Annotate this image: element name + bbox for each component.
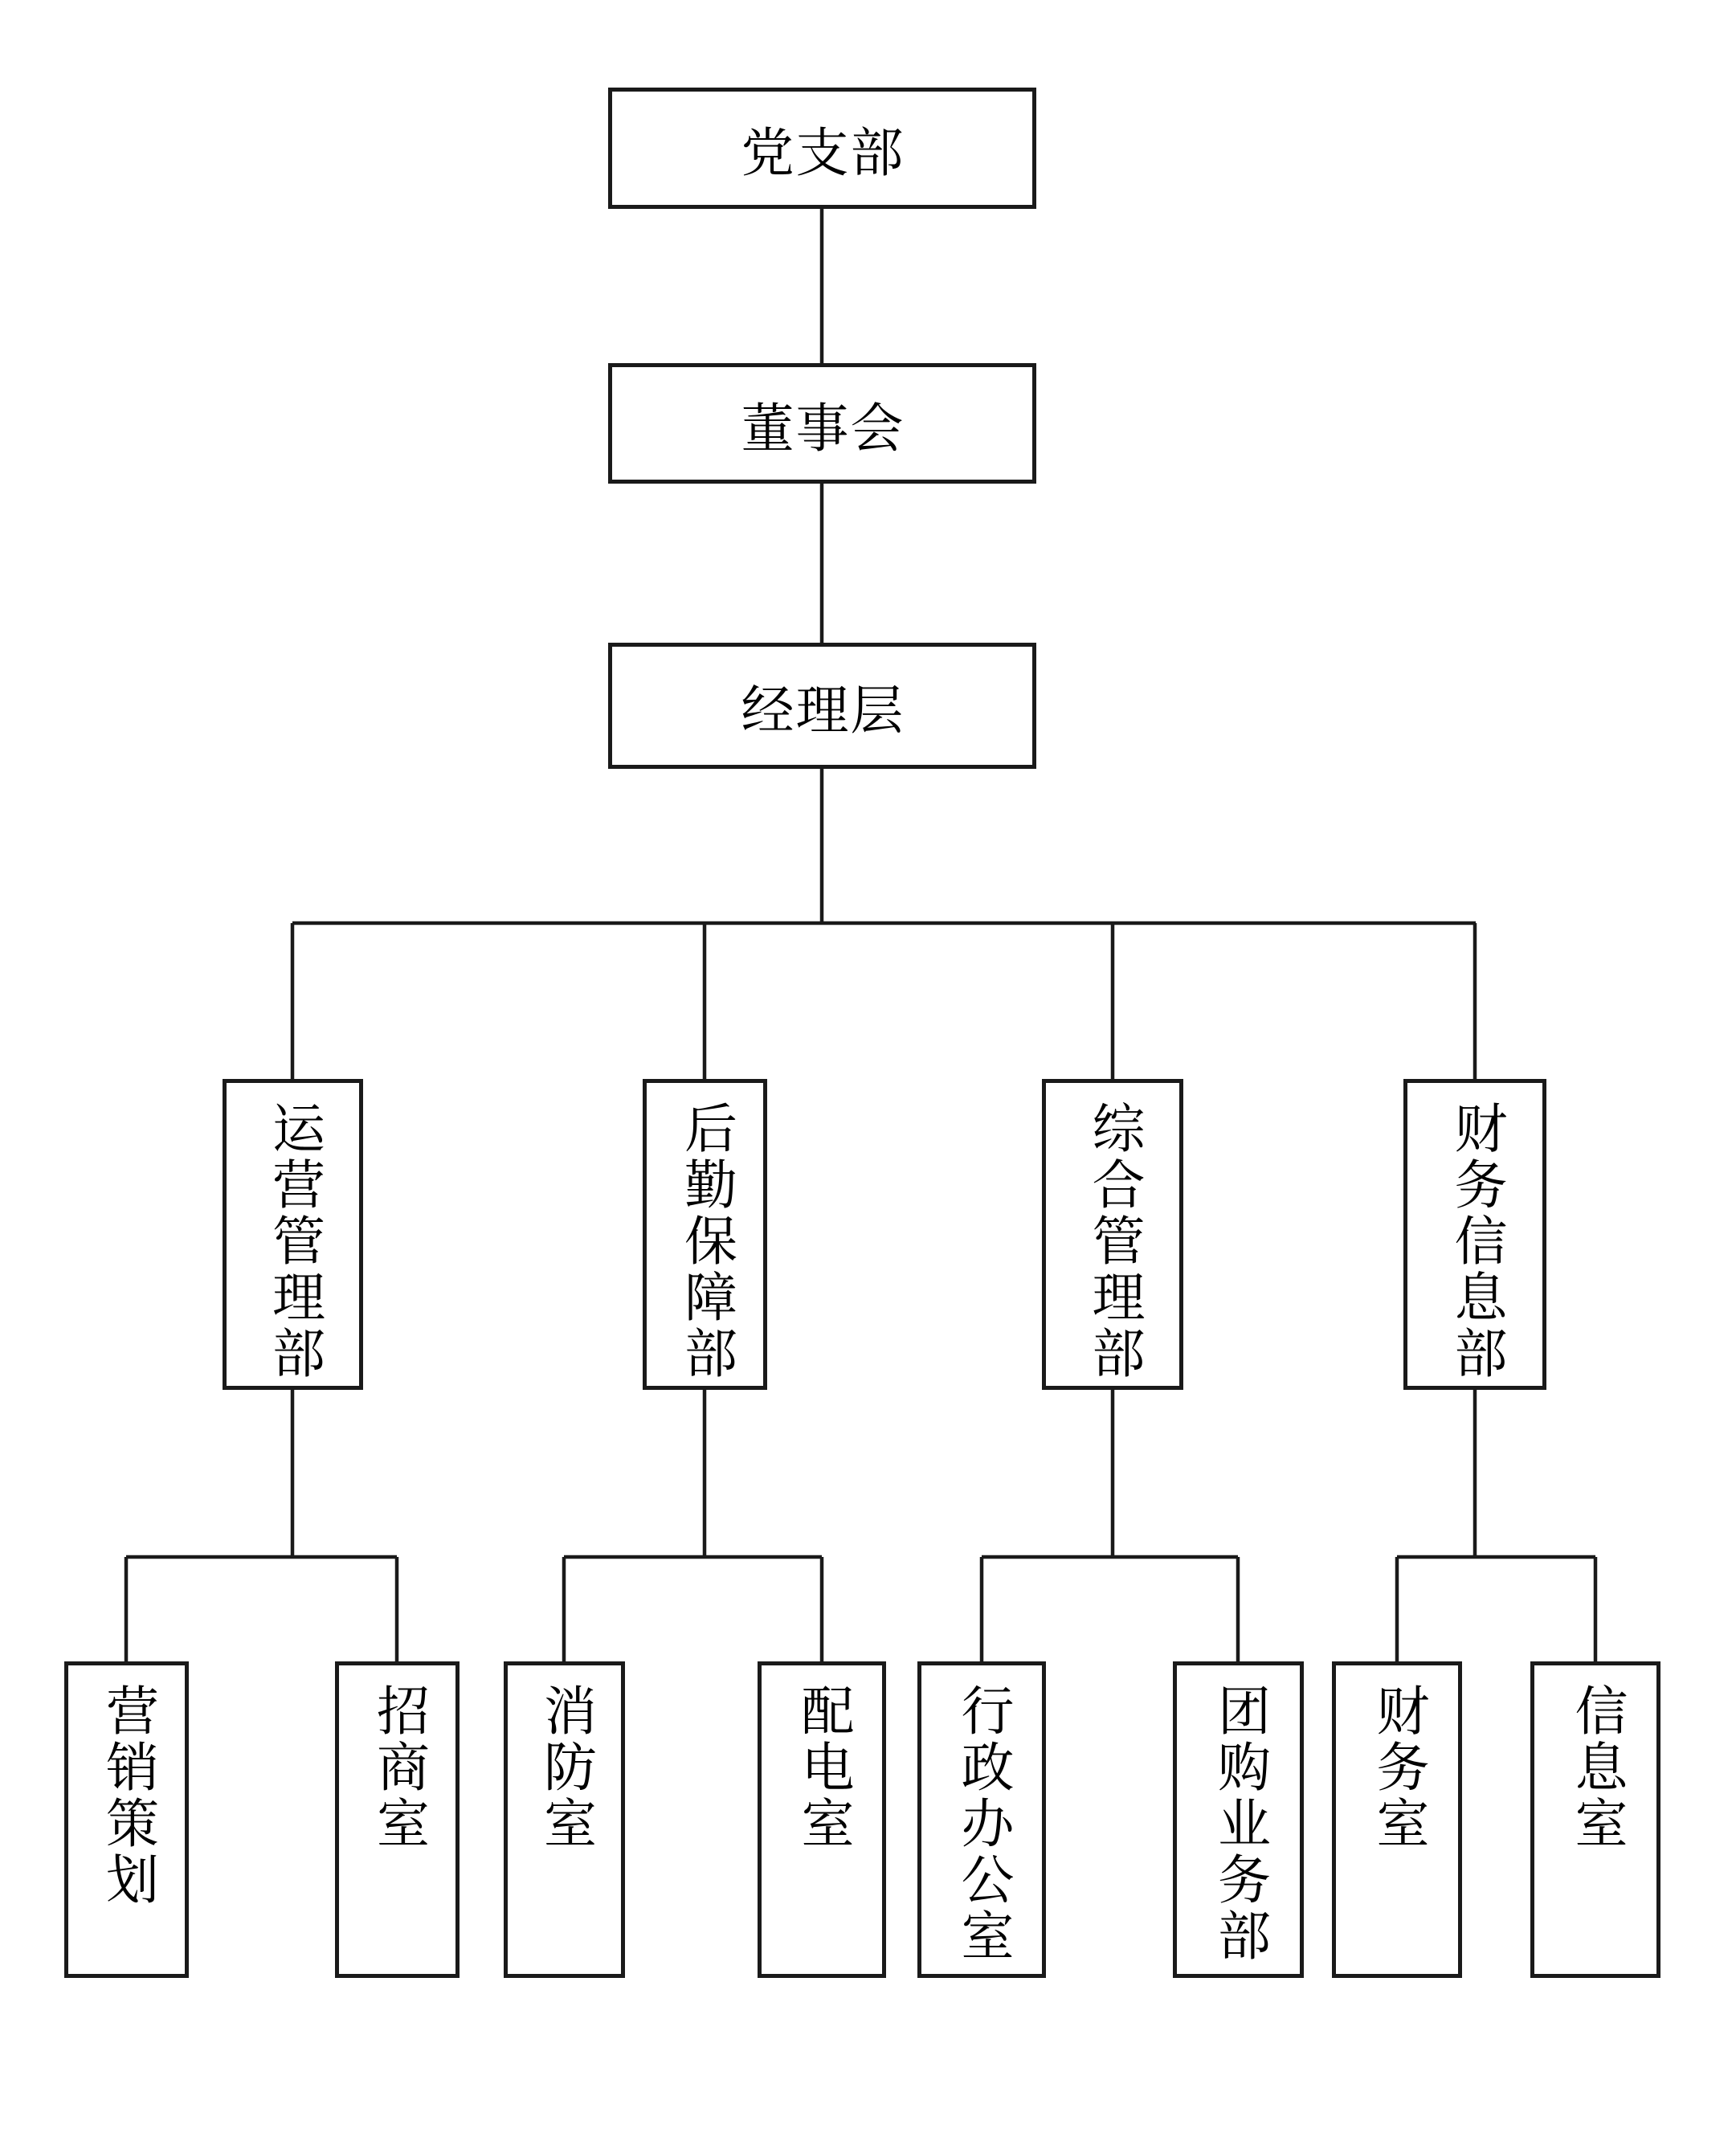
node-party-branch-label: 党支部 <box>741 125 905 183</box>
node-dept-operations-management-label: 运营管理部 <box>263 1101 323 1382</box>
node-office-administrative-label: 行政办公室 <box>953 1683 1011 1964</box>
node-board-of-directors <box>608 363 1036 484</box>
node-management-level <box>608 643 1036 769</box>
node-board-of-directors-label: 董事会 <box>741 399 905 459</box>
node-office-information <box>1530 1661 1660 1978</box>
node-dept-logistics-support <box>643 1079 767 1390</box>
node-office-finance <box>1332 1661 1462 1978</box>
node-office-administrative <box>917 1661 1046 1978</box>
node-dept-finance-information <box>1403 1079 1546 1390</box>
node-office-power-distribution <box>758 1661 886 1978</box>
node-party-branch <box>608 88 1036 209</box>
node-dept-operations-management <box>223 1079 363 1390</box>
node-office-investment-promotion <box>335 1661 460 1978</box>
connector-dept1-offices <box>126 1390 397 1661</box>
node-office-marketing-planning <box>64 1661 189 1978</box>
node-management-level-label: 经理层 <box>741 682 905 741</box>
connector-dept4-offices <box>1397 1390 1595 1661</box>
connector-dept3-offices <box>982 1390 1238 1661</box>
node-dept-logistics-support-label: 后勤保障部 <box>676 1101 735 1382</box>
node-office-fire-control-label: 消防室 <box>535 1683 594 1852</box>
node-dept-finance-information-label: 财务信息部 <box>1446 1101 1505 1382</box>
node-dept-general-management <box>1042 1079 1183 1390</box>
node-office-information-label: 信息室 <box>1566 1683 1625 1852</box>
node-office-marketing-planning-label: 营销策划 <box>97 1683 157 1908</box>
node-office-fire-control <box>504 1661 625 1978</box>
node-office-power-distribution-label: 配电室 <box>793 1683 852 1852</box>
connector-dept2-offices <box>564 1390 822 1661</box>
node-office-finance-label: 财务室 <box>1368 1683 1427 1852</box>
node-office-investment-promotion-label: 招商室 <box>368 1683 427 1852</box>
node-office-group-purchase-business <box>1173 1661 1304 1978</box>
node-dept-general-management-label: 综合管理部 <box>1084 1101 1142 1382</box>
node-office-group-purchase-business-label: 团购业务部 <box>1209 1683 1268 1964</box>
connector-management-to-departments <box>292 769 1476 1079</box>
